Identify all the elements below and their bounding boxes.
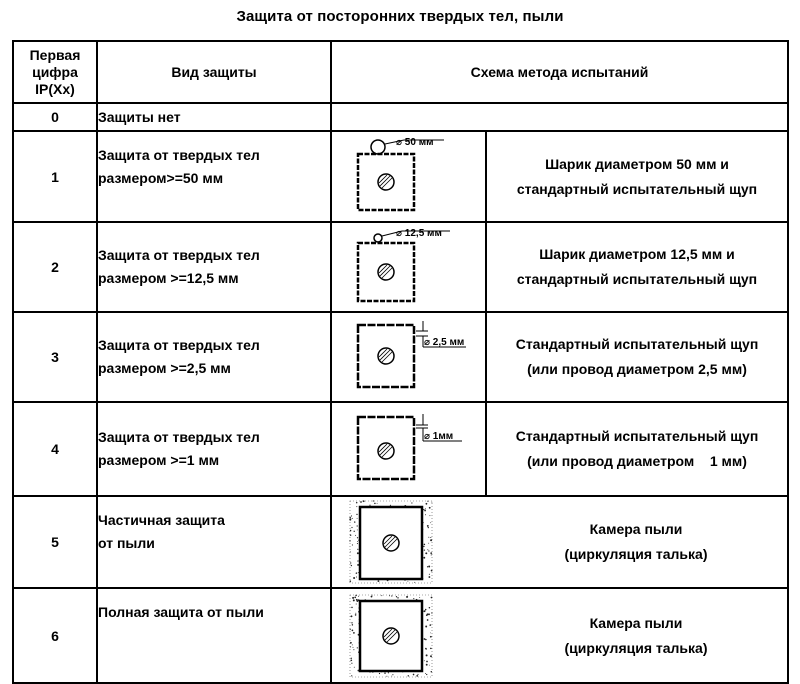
protection-description — [97, 496, 331, 588]
ball-diameter-label: ⌀ 50 мм — [395, 136, 433, 148]
scheme-diagram — [332, 223, 487, 311]
ip-digit: 1 — [13, 131, 97, 222]
protection-description — [97, 222, 331, 312]
test-ball — [374, 234, 382, 242]
scheme-diagram — [332, 403, 487, 495]
protection-line: Защита от твердых тел — [98, 147, 260, 163]
test-method-text — [485, 497, 787, 587]
protection-description — [97, 103, 331, 131]
test-scheme-cell — [331, 103, 788, 131]
ball-diameter-label: ⌀ 12,5 мм — [395, 228, 442, 239]
test-line: (или провод диаметром 2,5 мм) — [527, 361, 747, 377]
dust-chamber-diagram — [334, 593, 484, 679]
ip-digit: 4 — [13, 402, 97, 496]
test-method-text — [487, 132, 787, 221]
protection-line: размером>=50 мм — [98, 170, 224, 186]
test-method-text — [487, 223, 787, 311]
ip-digit: 6 — [13, 588, 97, 683]
table-row — [13, 103, 788, 131]
wire-diameter-label: ⌀ 2,5 мм — [423, 337, 464, 348]
ip-digit: 2 — [13, 222, 97, 312]
test-method-text — [487, 403, 787, 495]
page-title: Защита от посторонних твердых тел, пыли — [236, 8, 564, 25]
test-line: стандартный испытательный щуп — [516, 271, 758, 287]
ball-50mm-diagram — [344, 137, 474, 217]
header-test-scheme: Схема метода испытаний — [331, 41, 788, 103]
protection-description — [97, 588, 331, 683]
table-row — [13, 588, 788, 683]
test-line: (циркуляция талька) — [564, 639, 708, 656]
test-line: Камера пыли — [589, 521, 683, 537]
protection-line: Частичная защита — [98, 512, 225, 528]
dust-chamber-diagram — [334, 499, 484, 585]
ip-digit: 0 — [13, 103, 97, 131]
ip-digit: 3 — [13, 312, 97, 402]
protection-line: Защиты нет — [98, 108, 181, 125]
protection-line: размером >=1 мм — [98, 452, 220, 468]
test-scheme-cell — [331, 222, 788, 312]
test-scheme-cell — [331, 496, 788, 588]
test-scheme-cell — [331, 588, 788, 683]
table-row — [13, 312, 788, 402]
table-row — [13, 496, 788, 588]
scheme-diagram — [332, 132, 487, 221]
test-method-text — [485, 589, 787, 682]
header-first-digit-line: IP(Xx) — [35, 80, 75, 97]
test-line: Шарик диаметром 50 мм и — [545, 155, 729, 172]
test-method-text — [487, 313, 787, 401]
protection-line: от пыли — [98, 535, 155, 551]
wire-1mm-diagram — [344, 409, 474, 489]
header-row — [13, 41, 788, 103]
protection-line: Защита от твердых тел — [98, 247, 260, 263]
test-scheme-cell — [331, 131, 788, 222]
test-line: Шарик диаметром 12,5 мм и — [539, 246, 735, 262]
protection-description — [97, 402, 331, 496]
test-line: Стандартный испытательный щуп — [515, 428, 759, 444]
protection-line: размером >=12,5 мм — [98, 270, 239, 286]
header-first-digit — [13, 41, 97, 103]
wire-2-5mm-diagram — [344, 317, 474, 397]
table-row — [13, 222, 788, 312]
test-line: Стандартный испытательный щуп — [515, 336, 759, 352]
scheme-diagram — [332, 497, 485, 587]
protection-line: Защита от твердых тел — [98, 429, 260, 445]
test-line: стандартный испытательный щуп — [516, 180, 758, 197]
test-line: (или провод диаметром 1 мм) — [527, 453, 747, 469]
test-scheme-cell — [331, 312, 788, 402]
test-line: Камера пыли — [589, 614, 683, 631]
test-scheme-cell — [331, 402, 788, 496]
protection-description — [97, 131, 331, 222]
scheme-diagram — [332, 589, 485, 682]
header-first-digit-line: Первая — [29, 46, 81, 63]
header-first-digit-line: цифра — [32, 63, 78, 80]
ip-digit: 5 — [13, 496, 97, 588]
test-line: (циркуляция талька) — [564, 546, 708, 562]
protection-line: размером >=2,5 мм — [98, 360, 231, 376]
scheme-diagram — [332, 313, 487, 401]
protection-line: Полная защита от пыли — [98, 604, 264, 620]
header-protection-type: Вид защиты — [97, 41, 331, 103]
wire-diameter-label: ⌀ 1мм — [423, 431, 453, 442]
ball-12-5mm-diagram — [344, 227, 474, 307]
table-row — [13, 131, 788, 222]
test-ball — [371, 140, 385, 154]
protection-description — [97, 312, 331, 402]
protection-line: Защита от твердых тел — [98, 337, 260, 353]
table-row — [13, 402, 788, 496]
ip-protection-table — [12, 40, 789, 684]
